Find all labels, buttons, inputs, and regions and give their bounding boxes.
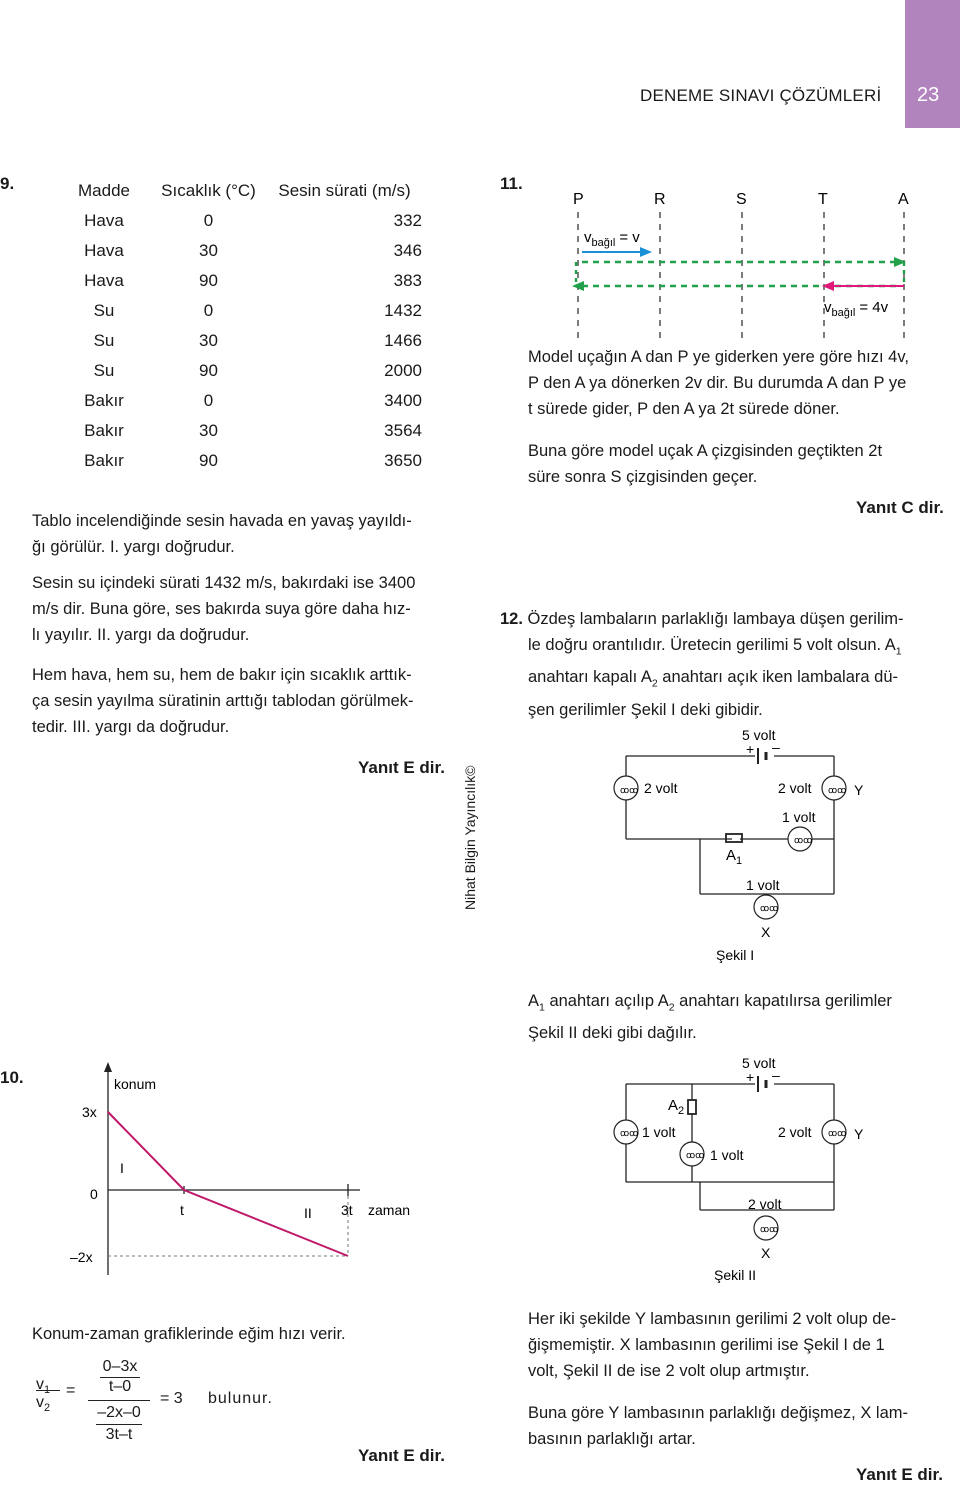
q12-middle-text [528, 988, 956, 1046]
formula-den-top: –2x–0 [97, 1404, 141, 1421]
table-cell: 3400 [384, 391, 422, 410]
text-line: lı yayılır. II. yargı da doğrudur. [32, 626, 250, 644]
formula-v1: $v_1$ [36, 1376, 51, 1397]
q11-paragraph-1 [528, 344, 956, 422]
q11-paragraph-2 [528, 438, 956, 490]
table-cell: Hava [84, 271, 124, 290]
table-cell: Bakır [84, 391, 124, 410]
text-line: m/s dir. Buna göre, ses bakırda suya göre daha hız- [32, 600, 411, 618]
text-line: şen gerilimler Şekil I deki gibidir. [528, 700, 763, 719]
q9-paragraph-2 [32, 570, 460, 648]
line-label-R: R [654, 191, 666, 208]
battery-2-plus: + [746, 1069, 755, 1085]
q11-number: 11. [500, 174, 523, 193]
table-cell: Su [93, 301, 115, 320]
q10-answer: Yanıt E dir. [358, 1446, 445, 1465]
lamp-mid-1 [788, 827, 812, 851]
q9-number: 9. [0, 174, 15, 193]
table-cell: 0 [203, 301, 214, 320]
q12-circuit-figure-1 [600, 722, 900, 972]
text-line: Buna göre model uçak A çizgisinden geçtikten 2t [528, 442, 883, 460]
lamp-x-2-label: X [761, 1245, 771, 1261]
text-line: Buna göre Y lambasının parlaklığı değişmez, X lam- [528, 1404, 909, 1422]
q10-number: 10. [0, 1068, 24, 1087]
table-cell: Hava [84, 211, 124, 230]
q11-answer: Yanıt C dir. [856, 498, 944, 517]
table-row [58, 206, 484, 236]
formula-v2: $v_2$ [36, 1394, 51, 1415]
table-cell: Bakır [84, 421, 124, 440]
lamp-y-1-voltage: 2 volt [778, 780, 812, 796]
text-line: Şekil II deki gibi dağılır. [528, 1024, 697, 1043]
q12-circuit-figure-2 [600, 1050, 900, 1290]
svg-text:ꝏꝏ: ꝏꝏ [686, 1150, 705, 1160]
line-label-P: P [573, 191, 584, 208]
lamp-x-1-label: X [761, 924, 771, 940]
lamp-y-2-voltage: 2 volt [778, 1124, 812, 1140]
tick-label-minus2x: –2x [70, 1249, 93, 1265]
tick-label-0: 0 [90, 1186, 98, 1202]
text-line: Hem hava, hem su, hem de bakır için sıcaklık arttık- [32, 666, 412, 684]
figure-1-caption: Şekil I [716, 947, 755, 963]
tick-label-3x: 3x [82, 1104, 97, 1120]
text-line: volt, Şekil II de ise 2 volt olup artmıştır. [528, 1362, 810, 1380]
q10-position-time-graph [60, 1060, 440, 1280]
table-cell: 30 [199, 421, 218, 440]
table-cell: 30 [199, 331, 218, 350]
y-axis-label: konum [114, 1076, 157, 1092]
line-label-S: S [736, 191, 747, 208]
region-label-2: II [304, 1205, 312, 1221]
text-line: ğı görülür. I. yargı doğrudur. [32, 538, 235, 556]
table-cell: 2000 [384, 361, 422, 380]
lamp-y-1 [822, 776, 846, 800]
y-axis-arrow [104, 1062, 112, 1072]
table-header-cell: Madde [78, 181, 130, 200]
svg-text:ꝏꝏ: ꝏꝏ [760, 1224, 779, 1234]
lamp-x-1 [754, 895, 778, 919]
table-cell: 0 [203, 211, 214, 230]
formula-den-bot: 3t–t [105, 1426, 133, 1443]
tick-label-t: t [180, 1202, 184, 1218]
text-line: tedir. III. yargı da doğrudur. [32, 718, 230, 736]
lamp-x-2-voltage: 2 volt [748, 1196, 782, 1212]
q9-table-body [58, 206, 484, 476]
text-line: Sesin su içindeki sürati 1432 m/s, bakırdaki ise 3400 [32, 574, 416, 592]
table-cell: 3564 [384, 421, 422, 440]
line-label-T: T [818, 191, 828, 208]
q9-answer: Yanıt E dir. [358, 758, 445, 777]
blue-arrow-head [640, 247, 652, 257]
text-line: anahtarı kapalı $A_2$ anahtarı açık iken lambalara dü- [528, 668, 898, 690]
table-cell: 1432 [384, 301, 422, 320]
q12-paragraph-1 [500, 606, 956, 723]
battery-1-voltage: 5 volt [742, 727, 776, 743]
text-line: le doğru orantılıdır. Üretecin gerilimi 5 volt olsun. $A_1$ [528, 636, 902, 658]
table-cell: Su [93, 361, 115, 380]
q10-text: Konum-zaman grafiklerinde eğim hızı verir. [32, 1325, 346, 1343]
table-cell: 383 [393, 271, 422, 290]
lamp-y-1-label: Y [854, 782, 864, 798]
table-row [58, 326, 484, 356]
text-line: t sürede gider, P den A ya 2t sürede döner. [528, 400, 840, 418]
table-row [58, 296, 484, 326]
switch-a1-label: $A_1$ [726, 847, 743, 867]
text-line: 12. Özdeş lambaların parlaklığı lambaya düşen gerilim- [500, 610, 904, 628]
lamp-y-2 [822, 1120, 846, 1144]
table-header-cell: Sesin sürati (m/s) [278, 181, 411, 200]
table-header-row [58, 176, 422, 206]
v-rel-1-label: $v_{bağıl} = v$ [584, 229, 640, 249]
tick-label-3t: 3t [341, 1202, 353, 1218]
table-cell: Bakır [84, 451, 124, 470]
table-row [58, 386, 484, 416]
q9-sound-speed-table [58, 176, 422, 206]
publisher-credit: Nihat Bilgin Yayıncılık© [462, 765, 478, 910]
table-cell: 90 [199, 451, 218, 470]
table-row [58, 266, 484, 296]
page-number: 23 [917, 84, 940, 106]
battery-2-minus: – [772, 1067, 780, 1083]
line-label-A: A [898, 191, 909, 208]
text-line: ça sesin yayılma süratinin arttığı tablodan görülmek- [32, 692, 414, 710]
x-axis-label: zaman [368, 1202, 411, 1218]
lamp-left-2 [614, 1120, 638, 1144]
table-cell: 90 [199, 271, 218, 290]
header-color-tab [905, 0, 960, 128]
table-cell: 346 [393, 241, 422, 260]
q12-number: 12. [500, 610, 523, 628]
switch-a2-closed [688, 1100, 696, 1114]
lamp-left-2-voltage: 1 volt [642, 1124, 676, 1140]
text-line: Her iki şekilde Y lambasının gerilimi 2 volt olup de- [528, 1310, 897, 1328]
formula-left-bar [36, 1390, 60, 1391]
formula-num-top: 0–3x [102, 1358, 138, 1375]
formula-den-bar [96, 1424, 142, 1425]
figure-2-caption: Şekil II [714, 1267, 757, 1283]
table-cell: 332 [393, 211, 422, 230]
table-cell: 1466 [384, 331, 422, 350]
formula-num-bot: t–0 [108, 1378, 132, 1395]
table-cell: Su [93, 331, 115, 350]
lamp-mid-2 [680, 1142, 704, 1166]
lamp-mid-2-voltage: 1 volt [710, 1147, 744, 1163]
table-cell: 3650 [384, 451, 422, 470]
lamp-mid-1-voltage: 1 volt [782, 809, 816, 825]
text-line: $A_1$ anahtarı açılıp $A_2$ anahtarı kapatılırsa gerilimler [528, 992, 892, 1014]
lamp-left-1 [614, 776, 638, 800]
battery-2-voltage: 5 volt [742, 1055, 776, 1071]
text-line: Tablo incelendiğinde sesin havada en yavaş yayıldı- [32, 512, 412, 530]
lamp-x-1-voltage: 1 volt [746, 877, 780, 893]
header-title: DENEME SINAVI ÇÖZÜMLERİ [640, 86, 882, 105]
formula-result: = 3 [160, 1390, 183, 1407]
table-row [58, 236, 484, 266]
v-rel-2-label: $v_{bağıl} = 4v$ [824, 299, 889, 319]
svg-text:ꝏꝏ: ꝏꝏ [620, 1128, 639, 1138]
lamp-y-2-label: Y [854, 1126, 864, 1142]
table-cell: 30 [199, 241, 218, 260]
table-header-cell: Sıcaklık (°C) [161, 181, 256, 200]
lamp-x-2 [754, 1216, 778, 1240]
table-cell: 0 [203, 391, 214, 410]
q12-answer: Yanıt E dir. [856, 1465, 943, 1484]
switch-a1-closed [726, 834, 742, 842]
text-line: P den A ya dönerken 2v dir. Bu durumda A dan P ye [528, 374, 907, 392]
lamp-left-1-voltage: 2 volt [644, 780, 678, 796]
battery-1-minus: – [772, 739, 780, 755]
table-row [58, 356, 484, 386]
q10-formula [36, 1356, 336, 1452]
formula-main-bar [88, 1400, 150, 1401]
switch-a2-label: $A_2$ [668, 1097, 685, 1117]
position-line [108, 1112, 348, 1256]
formula-suffix: bulunur. [208, 1390, 273, 1407]
svg-text:ꝏꝏ: ꝏꝏ [828, 785, 847, 795]
text-line: ğişmemiştir. X lambasının gerilimi ise Şekil I de 1 [528, 1336, 885, 1354]
q9-paragraph-1 [32, 508, 460, 560]
formula-equals: = [66, 1382, 76, 1399]
text-line: Model uçağın A dan P ye giderken yere göre hızı 4v, [528, 348, 909, 366]
svg-text:ꝏꝏ: ꝏꝏ [794, 835, 813, 845]
table-row [58, 416, 484, 446]
q12-paragraph-2 [528, 1306, 956, 1384]
circuit-1-wires [620, 756, 834, 894]
table-cell: 90 [199, 361, 218, 380]
svg-text:ꝏꝏ: ꝏꝏ [620, 785, 639, 795]
q12-paragraph-3 [528, 1400, 956, 1452]
q9-paragraph-3 [32, 662, 460, 740]
svg-text:ꝏꝏ: ꝏꝏ [828, 1128, 847, 1138]
table-cell: Hava [84, 241, 124, 260]
text-line: basının parlaklığı artar. [528, 1430, 696, 1448]
region-label-1: I [120, 1160, 124, 1176]
text-line: süre sonra S çizgisinden geçer. [528, 468, 758, 486]
svg-text:ꝏꝏ: ꝏꝏ [760, 903, 779, 913]
battery-1-plus: + [746, 741, 755, 757]
table-row [58, 446, 484, 476]
q11-relative-velocity-diagram [560, 186, 930, 346]
